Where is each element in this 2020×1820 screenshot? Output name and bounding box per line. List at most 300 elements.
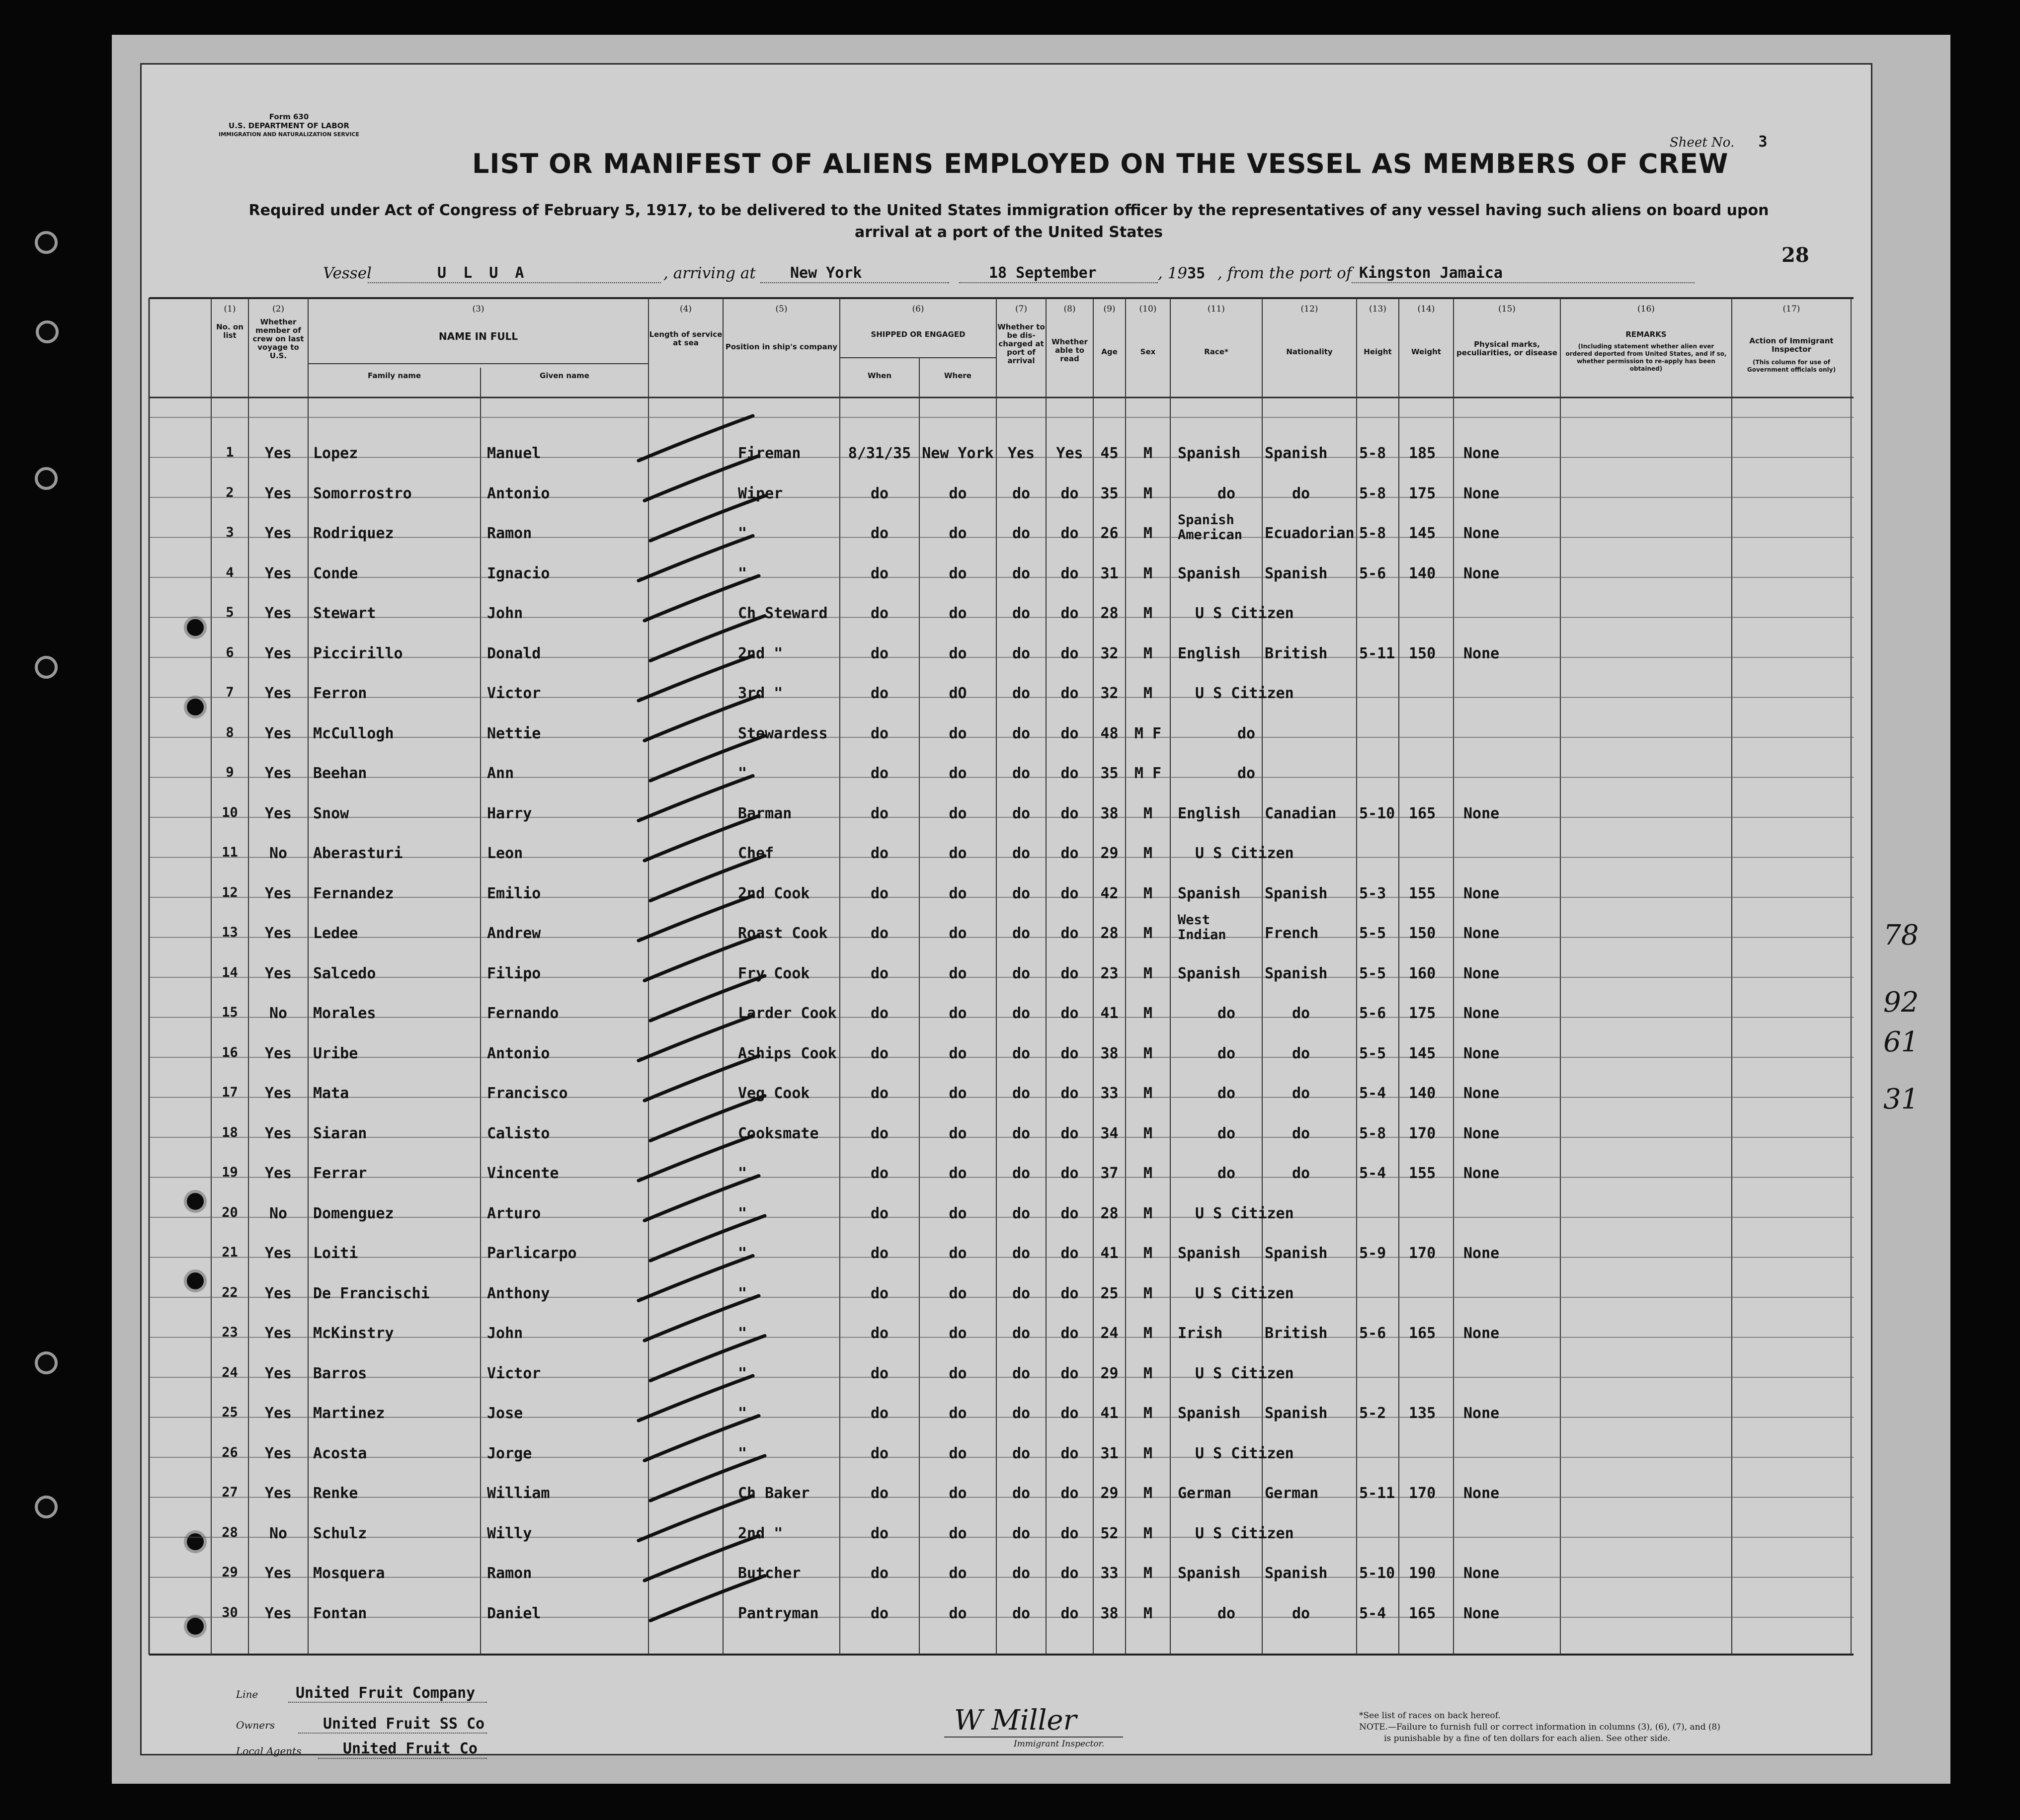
cell-height: 5-4 <box>1359 1085 1386 1102</box>
cell-no: 22 <box>222 1284 238 1300</box>
sheet-number-label: Sheet No. <box>1670 135 1735 150</box>
footer-note <box>1359 1710 1720 1744</box>
cell-no: 12 <box>222 884 238 900</box>
cell-no: 21 <box>222 1245 238 1260</box>
cell-race: do <box>1217 1005 1236 1022</box>
cell-physical: None <box>1463 1044 1500 1062</box>
cell-height: 5-3 <box>1359 884 1386 902</box>
cell-nationality: British <box>1265 1325 1328 1342</box>
cell-when: do <box>870 1204 889 1222</box>
cell-no: 17 <box>222 1085 238 1100</box>
line-value: United Fruit Company <box>296 1684 476 1702</box>
cell-given: Ramon <box>487 525 532 542</box>
cell-given: William <box>487 1485 550 1502</box>
cell-read: do <box>1060 1565 1079 1582</box>
cell-given: Emilio <box>487 884 541 902</box>
cell-where: do <box>949 1325 967 1342</box>
cell-family: Ferron <box>313 685 367 702</box>
service-check-mark <box>639 656 753 701</box>
cell-read: do <box>1060 1165 1079 1182</box>
cell-age: 35 <box>1100 484 1119 502</box>
column-number: (9) <box>1103 304 1116 314</box>
cell-physical: None <box>1463 1085 1500 1102</box>
cell-where: do <box>949 564 967 582</box>
cell-physical: None <box>1463 1005 1500 1022</box>
cell-family: Acosta <box>313 1444 367 1462</box>
cell-member: Yes <box>264 445 292 462</box>
service-name: IMMIGRATION AND NATURALIZATION SERVICE <box>219 131 360 138</box>
cell-when: do <box>870 1005 889 1022</box>
cell-discharged: do <box>1012 525 1031 542</box>
cell-nationality: Spanish <box>1265 964 1328 982</box>
cell-position: " <box>738 1284 747 1302</box>
cell-sex: M <box>1143 964 1153 982</box>
cell-discharged: do <box>1012 484 1031 502</box>
cell-family: Beehan <box>313 765 367 782</box>
cell-sex: M <box>1143 1204 1153 1222</box>
cell-age: 38 <box>1100 804 1119 822</box>
cell-given: Harry <box>487 804 532 822</box>
cell-position: " <box>738 1245 747 1262</box>
cell-given: Arturo <box>487 1204 541 1222</box>
cell-no: 23 <box>222 1325 238 1340</box>
header-given-name: Given name <box>540 371 589 380</box>
cell-read: do <box>1060 1124 1079 1142</box>
cell-member: No <box>269 1204 288 1222</box>
cell-member: No <box>269 1524 288 1542</box>
cell-weight: 150 <box>1409 644 1436 662</box>
cell-discharged: do <box>1012 804 1031 822</box>
cell-height: 5-10 <box>1359 804 1395 822</box>
cell-family: Renke <box>313 1485 358 1502</box>
cell-when: do <box>870 1245 889 1262</box>
cell-nationality: Spanish <box>1265 445 1328 462</box>
column-number: (6) <box>912 304 924 314</box>
cell-physical: None <box>1463 644 1500 662</box>
cell-when: do <box>870 1284 889 1302</box>
cell-sex: M <box>1143 484 1153 502</box>
cell-height: 5-11 <box>1359 644 1395 662</box>
cell-member: Yes <box>264 685 292 702</box>
cell-race: Spanish <box>1178 884 1241 902</box>
cell-nationality: Ecuadorian <box>1265 525 1355 542</box>
cell-sex: M <box>1143 605 1153 622</box>
year-prefix: , 19 <box>1158 264 1188 282</box>
cell-read: do <box>1060 1204 1079 1222</box>
cell-given: John <box>487 1325 523 1342</box>
cell-age: 38 <box>1100 1604 1119 1622</box>
cell-member: Yes <box>264 884 292 902</box>
cell-nationality: Spanish <box>1265 1405 1328 1422</box>
cell-position: " <box>738 765 747 782</box>
cell-age: 41 <box>1100 1245 1119 1262</box>
cell-when: do <box>870 1165 889 1182</box>
cell-read: do <box>1060 1005 1079 1022</box>
cell-sex: M <box>1143 845 1153 862</box>
cell-family: Morales <box>313 1005 376 1022</box>
cell-no: 16 <box>222 1044 238 1060</box>
cell-where: do <box>949 1524 967 1542</box>
cell-age: 34 <box>1100 1124 1119 1142</box>
cell-height: 5-8 <box>1359 445 1386 462</box>
cell-discharged: do <box>1012 1325 1031 1342</box>
cell-no: 19 <box>222 1165 238 1180</box>
cell-read: do <box>1060 564 1079 582</box>
cell-given: Ramon <box>487 1565 532 1582</box>
cell-nationality: do <box>1292 1044 1310 1062</box>
cell-where: do <box>949 1604 967 1622</box>
cell-race: West Indian <box>1178 912 1226 943</box>
cell-age: 32 <box>1100 644 1119 662</box>
cell-race: Spanish <box>1178 1405 1241 1422</box>
cell-nationality: do <box>1292 1604 1310 1622</box>
header-no-on-list: No. on list <box>216 322 243 340</box>
cell-race: Spanish American <box>1178 512 1243 543</box>
cell-age: 26 <box>1100 525 1119 542</box>
cell-family: Fontan <box>313 1604 367 1622</box>
cell-height: 5-11 <box>1359 1485 1395 1502</box>
cell-no: 9 <box>226 765 234 780</box>
cell-height: 5-5 <box>1359 964 1386 982</box>
cell-when: do <box>870 484 889 502</box>
cell-age: 52 <box>1100 1524 1119 1542</box>
cell-weight: 140 <box>1409 564 1436 582</box>
cell-position: Fireman <box>738 445 801 462</box>
cell-no: 24 <box>222 1364 238 1380</box>
column-number: (16) <box>1637 304 1655 314</box>
cell-given: Filipo <box>487 964 541 982</box>
cell-discharged: do <box>1012 1044 1031 1062</box>
cell-no: 10 <box>222 804 238 820</box>
cell-given: Manuel <box>487 445 541 462</box>
cell-physical: None <box>1463 804 1500 822</box>
cell-physical: None <box>1463 1485 1500 1502</box>
column-number: (14) <box>1417 304 1435 314</box>
cell-position: Aships Cook <box>738 1044 837 1062</box>
cell-position: 2nd " <box>738 1524 783 1542</box>
cell-physical: None <box>1463 925 1500 942</box>
cell-age: 48 <box>1100 724 1119 742</box>
cell-weight: 140 <box>1409 1085 1436 1102</box>
cell-sex: M <box>1143 925 1153 942</box>
cell-sex: M <box>1143 1524 1153 1542</box>
cell-nationality: Canadian <box>1265 804 1337 822</box>
cell-read: Yes <box>1056 445 1083 462</box>
header-shipped-engaged: SHIPPED OR ENGAGED <box>871 330 966 339</box>
cell-sex: M <box>1143 804 1153 822</box>
cell-weight: 170 <box>1409 1245 1436 1262</box>
cell-where: do <box>949 1565 967 1582</box>
cell-age: 25 <box>1100 1284 1119 1302</box>
cell-nationality: do <box>1292 1005 1310 1022</box>
cell-race: U S Citizen <box>1195 1204 1294 1222</box>
cell-age: 35 <box>1100 765 1119 782</box>
header-where: Where <box>944 371 971 380</box>
cell-race: Spanish <box>1178 1245 1241 1262</box>
cell-member: Yes <box>264 484 292 502</box>
cell-when: do <box>870 1485 889 1502</box>
cell-discharged: do <box>1012 1405 1031 1422</box>
cell-when: do <box>870 685 889 702</box>
agents-value: United Fruit Co <box>343 1740 478 1757</box>
cell-where: do <box>949 1284 967 1302</box>
cell-physical: None <box>1463 1325 1500 1342</box>
column-number: (17) <box>1782 304 1800 314</box>
cell-member: Yes <box>264 1325 292 1342</box>
cell-sex: M <box>1143 685 1153 702</box>
cell-weight: 145 <box>1409 525 1436 542</box>
cell-when: 8/31/35 <box>848 445 911 462</box>
header-family-name: Family name <box>367 371 421 380</box>
cell-given: Daniel <box>487 1604 541 1622</box>
cell-race: English <box>1178 804 1241 822</box>
cell-member: Yes <box>264 1444 292 1462</box>
cell-race: Spanish <box>1178 445 1241 462</box>
cell-member: Yes <box>264 525 292 542</box>
cell-given: Ann <box>487 765 514 782</box>
cell-height: 5-4 <box>1359 1165 1386 1182</box>
cell-member: Yes <box>264 1364 292 1382</box>
cell-member: Yes <box>264 1604 292 1622</box>
cell-age: 37 <box>1100 1165 1119 1182</box>
cell-when: do <box>870 724 889 742</box>
cell-no: 28 <box>222 1524 238 1540</box>
cell-when: do <box>870 644 889 662</box>
cell-family: Stewart <box>313 605 376 622</box>
cell-nationality: do <box>1292 484 1310 502</box>
column-number: (5) <box>775 304 788 314</box>
cell-age: 31 <box>1100 1444 1119 1462</box>
cell-age: 29 <box>1100 1485 1119 1502</box>
column-number: (7) <box>1015 304 1028 314</box>
cell-race: Spanish <box>1178 964 1241 982</box>
cell-no: 26 <box>222 1444 238 1460</box>
cell-read: do <box>1060 964 1079 982</box>
service-check-mark <box>639 1136 753 1181</box>
cell-given: Parlicarpo <box>487 1245 577 1262</box>
cell-position: Chef <box>738 845 774 862</box>
cell-weight: 165 <box>1409 1325 1436 1342</box>
cell-weight: 155 <box>1409 1165 1436 1182</box>
line-label: Line <box>236 1688 258 1700</box>
cell-position: Barman <box>738 804 792 822</box>
cell-when: do <box>870 605 889 622</box>
cell-nationality: Spanish <box>1265 884 1328 902</box>
cell-member: Yes <box>264 724 292 742</box>
side-tally: 78 <box>1883 919 1919 951</box>
cell-where: do <box>949 605 967 622</box>
cell-no: 13 <box>222 925 238 940</box>
cell-family: Mosquera <box>313 1565 385 1582</box>
cell-family: Mata <box>313 1085 349 1102</box>
arriving-label: , arriving at <box>663 264 756 282</box>
cell-discharged: do <box>1012 1444 1031 1462</box>
cell-discharged: do <box>1012 1604 1031 1622</box>
cell-weight: 165 <box>1409 1604 1436 1622</box>
cell-member: Yes <box>264 964 292 982</box>
cell-no: 3 <box>226 525 234 540</box>
cell-height: 5-4 <box>1359 1604 1386 1622</box>
cell-given: Leon <box>487 845 523 862</box>
cell-when: do <box>870 1364 889 1382</box>
cell-read: do <box>1060 644 1079 662</box>
service-check-mark <box>639 1496 753 1541</box>
service-check-mark <box>639 1016 753 1061</box>
header-action-inspector: Action of Immigrant Inspector <box>1749 336 1834 354</box>
cell-nationality: Spanish <box>1265 1565 1328 1582</box>
cell-where: do <box>949 1405 967 1422</box>
cell-weight: 160 <box>1409 964 1436 982</box>
cell-when: do <box>870 1124 889 1142</box>
cell-position: Larder Cook <box>738 1005 837 1022</box>
cell-discharged: do <box>1012 724 1031 742</box>
cell-discharged: do <box>1012 884 1031 902</box>
cell-where: do <box>949 1124 967 1142</box>
cell-family: McKinstry <box>313 1325 394 1342</box>
cell-age: 28 <box>1100 1204 1119 1222</box>
vessel-name: U L U A <box>437 264 528 282</box>
cell-where: do <box>949 1005 967 1022</box>
column-number: (2) <box>272 304 285 314</box>
cell-discharged: do <box>1012 925 1031 942</box>
cell-age: 29 <box>1100 845 1119 862</box>
vessel-label: Vessel <box>323 264 372 282</box>
cell-physical: None <box>1463 484 1500 502</box>
cell-read: do <box>1060 1364 1079 1382</box>
cell-nationality: do <box>1292 1085 1310 1102</box>
cell-sex: M <box>1143 1085 1153 1102</box>
column-number: (12) <box>1300 304 1318 314</box>
cell-when: do <box>870 525 889 542</box>
cell-member: Yes <box>264 925 292 942</box>
column-number: (10) <box>1139 304 1157 314</box>
cell-given: John <box>487 605 523 622</box>
cell-when: do <box>870 1444 889 1462</box>
cell-no: 29 <box>222 1565 238 1580</box>
cell-sex: M <box>1143 1444 1153 1462</box>
cell-nationality: German <box>1265 1485 1319 1502</box>
cell-position: 2nd " <box>738 644 783 662</box>
header-weight: Weight <box>1411 347 1441 356</box>
cell-member: No <box>269 1005 288 1022</box>
cell-where: do <box>949 724 967 742</box>
cell-weight: 185 <box>1409 445 1436 462</box>
cell-race: Irish <box>1178 1325 1223 1342</box>
service-check-mark <box>639 416 753 461</box>
cell-age: 33 <box>1100 1085 1119 1102</box>
column-number: (3) <box>472 304 485 314</box>
cell-age: 32 <box>1100 685 1119 702</box>
column-number: (4) <box>679 304 692 314</box>
cell-given: Andrew <box>487 925 541 942</box>
cell-discharged: Yes <box>1007 445 1035 462</box>
cell-where: do <box>949 1485 967 1502</box>
header-member-last-voyage: Whether member of crew on last voyage to U.S. <box>252 317 304 360</box>
cell-no: 6 <box>226 644 234 660</box>
cell-family: Fernandez <box>313 884 394 902</box>
cell-family: Piccirillo <box>313 644 403 662</box>
cell-read: do <box>1060 925 1079 942</box>
cell-read: do <box>1060 724 1079 742</box>
cell-age: 31 <box>1100 564 1119 582</box>
cell-height: 5-5 <box>1359 925 1386 942</box>
cell-when: do <box>870 1044 889 1062</box>
cell-member: Yes <box>264 1245 292 1262</box>
cell-where: do <box>949 925 967 942</box>
cell-physical: None <box>1463 525 1500 542</box>
cell-position: Ch Steward <box>738 605 828 622</box>
cell-nationality: do <box>1292 1124 1310 1142</box>
service-check-mark <box>639 776 753 821</box>
cell-family: Rodriquez <box>313 525 394 542</box>
cell-read: do <box>1060 1284 1079 1302</box>
header-sex: Sex <box>1140 347 1156 356</box>
penalty-note-cont: is punishable by a fine of ten dollars for each alien. See other side. <box>1384 1734 1671 1743</box>
cell-physical: None <box>1463 1165 1500 1182</box>
cell-no: 20 <box>222 1204 238 1220</box>
cell-family: Salcedo <box>313 964 376 982</box>
cell-position: " <box>738 525 747 542</box>
cell-weight: 175 <box>1409 1005 1436 1022</box>
cell-age: 33 <box>1100 1565 1119 1582</box>
side-tally: 61 <box>1883 1026 1919 1058</box>
cell-nationality: do <box>1292 1165 1310 1182</box>
cell-where: do <box>949 1444 967 1462</box>
cell-sex: M <box>1143 1405 1153 1422</box>
cell-where: dO <box>949 685 967 702</box>
cell-given: Fernando <box>487 1005 559 1022</box>
page-title: LIST OR MANIFEST OF ALIENS EMPLOYED ON THE VESSEL AS MEMBERS OF CREW <box>472 148 1729 179</box>
cell-race: Spanish <box>1178 564 1241 582</box>
cell-race: U S Citizen <box>1195 685 1294 702</box>
cell-no: 8 <box>226 724 234 740</box>
cell-where: do <box>949 1165 967 1182</box>
cell-nationality: British <box>1265 644 1328 662</box>
cell-weight: 145 <box>1409 1044 1436 1062</box>
cell-family: McCullogh <box>313 724 394 742</box>
cell-weight: 190 <box>1409 1565 1436 1582</box>
cell-discharged: do <box>1012 845 1031 862</box>
cell-given: Francisco <box>487 1085 568 1102</box>
cell-race: do <box>1217 1124 1236 1142</box>
cell-family: Conde <box>313 564 358 582</box>
form-number: Form 630 <box>269 112 309 121</box>
cell-where: do <box>949 525 967 542</box>
cell-position: Pantryman <box>738 1604 819 1622</box>
cell-where: do <box>949 644 967 662</box>
cell-position: " <box>738 1364 747 1382</box>
cell-race: U S Citizen <box>1195 1364 1294 1382</box>
cell-given: Calisto <box>487 1124 550 1142</box>
cell-weight: 155 <box>1409 884 1436 902</box>
cell-given: Anthony <box>487 1284 550 1302</box>
cell-read: do <box>1060 685 1079 702</box>
header-race: Race* <box>1204 347 1228 356</box>
cell-race: do <box>1217 484 1236 502</box>
cell-no: 2 <box>226 484 234 500</box>
cell-race: U S Citizen <box>1195 1284 1294 1302</box>
header-action-note: (This column for use of Government officials only) <box>1747 359 1836 373</box>
cell-member: Yes <box>264 765 292 782</box>
page-subtitle: Required under Act of Congress of February 5, 1917, to be delivered to the United States immigration officer by the representatives of any vessel having such aliens on board upon arrival at a port of the United States <box>248 202 1769 241</box>
cell-read: do <box>1060 1085 1079 1102</box>
cell-race: do <box>1237 765 1256 782</box>
cell-family: Loiti <box>313 1245 358 1262</box>
cell-sex: M F <box>1134 724 1162 742</box>
cell-position: Stewardess <box>738 724 828 742</box>
cell-position: Butcher <box>738 1565 801 1582</box>
cell-given: Antonio <box>487 1044 550 1062</box>
